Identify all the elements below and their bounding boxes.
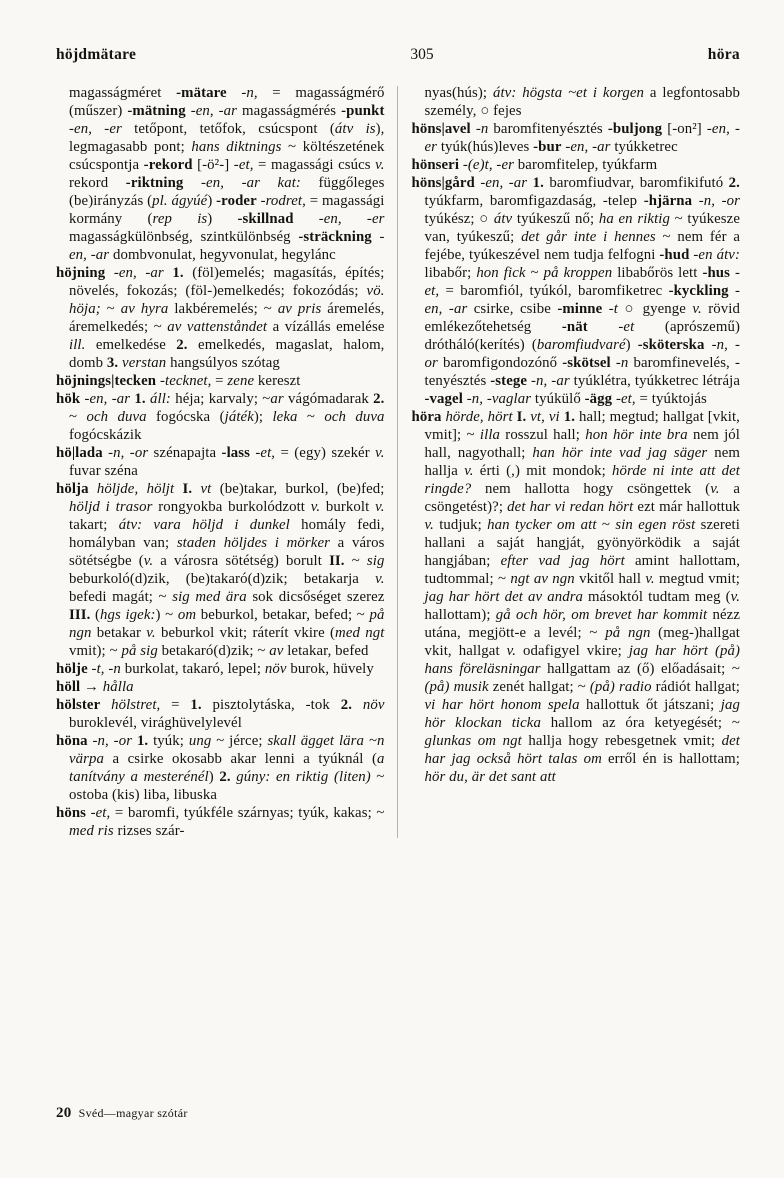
- dictionary-entry: magasságméret -mätare -n, = magasságmérő (műszer) -mätning -en, -ar magasságmérés -punkt -en, -er tetőpont, tetőfok, csúcspont (átv is), legmagasabb pont; hans diktnings ~ költészetének csúcspontja -rekord [-ö²-] -et, = magassági csúcs v. rekord -riktning -en, -ar kat: függőleges (be)irányzás (pl. ágyúé) -roder -rodret, = magassági kormány (rep is) -skillnad -en, -er magasságkülönbség, szintkülönbség -sträckning -en, -ar dombvonulat, hegyvonulat, hegylánc: [69, 85, 385, 263]
- page-header: [56, 46, 740, 64]
- dictionary-entry: nyas(hús); átv: högsta ~et i korgen a legfontosabb személy, ○ fejes: [424, 85, 741, 119]
- text-columns: [56, 84, 740, 840]
- column-left: [56, 84, 397, 840]
- dictionary-entry: höns -et, = baromfi, tyúkféle szárnyas; tyúk, kakas; ~ med ris rizses szár-: [56, 805, 385, 839]
- dictionary-entry: höra hörde, hört I. vt, vi 1. hall; megtud; hallgat [vkit, vmit]; ~ illa rosszul hall; hon hör inte bra nem jól hall, nagyothall; han hör inte vad jag säger nem hallja v. érti (,) mit mondok; hörde ni inte att det ringde? nem hallotta hogy csöngettek (v. a csöngetést)?; det har vi redan hört ezt már hallottuk v. tudjuk; han tycker om att ~ sin egen röst szereti hallani a saját hangját, gyönyörködik a saját hangjában; efter vad jag hört amint hallottam, tudtommal; ~ ngt av ngn vkitől hall v. megtud vmit; jag har hört det av andra másoktól tudtam meg (v. hallottam); gå och hör, om brevet har kommit nézz utána, megjött-e a levél; ~ på ngn (meg-)hallgat vkit, hallgat v. odafigyel vkire; jag har hört (på) hans föreläsningar hallgattam az (ő) előadásait; ~ (på) musik zenét hallgat; ~ (på) radio rádiót hallgat; vi har hört honom spela hallottuk őt játszani; jag hör klockan ticka hallom az óra ketyegését; ~ glunkas om ngt hallja hogy rebesgetnek vmit; det har jag också hört talas om erről én is hallottam; hör du, är det sant att: [411, 409, 741, 785]
- dictionary-entry: höjnings|tecken -tecknet, = zene kereszt: [56, 373, 301, 389]
- dictionary-entry: höns|avel -n baromfitenyésztés -buljong [-on²] -en, -er tyúk(hús)leves -bur -en, -ar tyúkketrec: [411, 121, 740, 155]
- footer-book-title: Svéd—magyar szótár: [78, 1106, 188, 1120]
- dictionary-entry: hök -en, -ar 1. áll: héja; karvaly; ~ar vágómadarak 2. ~ och duva fogócska (játék); leka ~ och duva fogócskázik: [56, 391, 385, 443]
- dictionary-entry: höjning -en, -ar 1. (föl)emelés; magasítás, építés; növelés, fokozás; (föl-)emelkedés; fokozódás; vö. höja; ~ av hyra lakbéremelés; ~ av pris áremelés, áremelkedés; ~ av vattenståndet a vízállás emelése ill. emelkedése 2. emelkedés, magaslat, halom, domb 3. verstan hangsúlyos szótag: [56, 265, 385, 371]
- dictionary-entry: hönseri -(e)t, -er baromfitelep, tyúkfarm: [411, 157, 658, 173]
- header-right-guideword: höra: [707, 46, 740, 63]
- page-number: 305: [410, 46, 434, 63]
- dictionary-entry: hö|lada -n, -or szénapajta -lass -et, = (egy) szekér v. fuvar széna: [56, 445, 385, 479]
- dictionary-entry: höns|gård -en, -ar 1. baromfiudvar, baromfikifutó 2. tyúkfarm, baromfigazdaság, -telep -hjärna -n, -or tyúkész; ○ átv tyúkeszű nő; ha en riktig ~ tyúkesze van, tyúkeszű; det går inte i hennes ~ nem fér a fejébe, tyúkeszével nem tudja felfogni -hud -en átv: libabőr; hon fick ~ på kroppen libabőrös lett -hus -et, = baromfiól, tyúkól, baromfiketrec -kyckling -en, -ar csirke, csibe -minne -t ○ gyenge v. rövid emlékezőtehetség -nät -et (aprószemű) drótháló(kerítés) (baromfiudvaré) -sköterska -n, -or baromfigondozónő -skötsel -n baromfinevelés, -tenyésztés -stege -n, -ar tyúklétra, tyúkketrec létrája -vagel -n, -vaglar tyúkülő -ägg -et, = tyúktojás: [411, 175, 741, 407]
- column-right: [398, 84, 741, 840]
- dictionary-entry: hölje -t, -n burkolat, takaró, lepel; növ burok, hüvely: [56, 661, 374, 677]
- dictionary-entry: höll → hålla: [56, 679, 134, 695]
- dictionary-entry: höna -n, -or 1. tyúk; ung ~ jérce; skall ägget lära ~n värpa a csirke okosabb akar lenni a tyúknál (a tanítvány a mesterénél) 2. gúny: en riktig (liten) ~ ostoba (kis) liba, libuska: [56, 733, 385, 803]
- header-left-guideword: höjdmätare: [56, 46, 137, 63]
- dictionary-entry: hölja höljde, höljt I. vt (be)takar, burkol, (be)fed; höljd i trasor rongyokba burkolódzott v. burkolt v. takart; átv: vara höljd i dunkel homály fedi, homályban van; staden höljdes i mörker a város sötétségbe (v. a városra sötétség) borult II. ~ sig beburkoló(d)zik, (be)takaró(d)zik; betakarja v. befedi magát; ~ sig med ära sok dicsőséget szerez III. (hgs igek:) ~ om beburkol, betakar, befed; ~ på ngn betakar v. beburkol vkit; ráterít vkire (med ngt vmit); ~ på sig betakaró(d)zik; ~ av letakar, befed: [56, 481, 385, 659]
- footer-volume-number: 20: [56, 1105, 72, 1121]
- page-footer: [56, 1105, 188, 1122]
- dictionary-entry: hölster hölstret, = 1. pisztolytáska, -tok 2. növ buroklevél, virághüvelylevél: [56, 697, 385, 731]
